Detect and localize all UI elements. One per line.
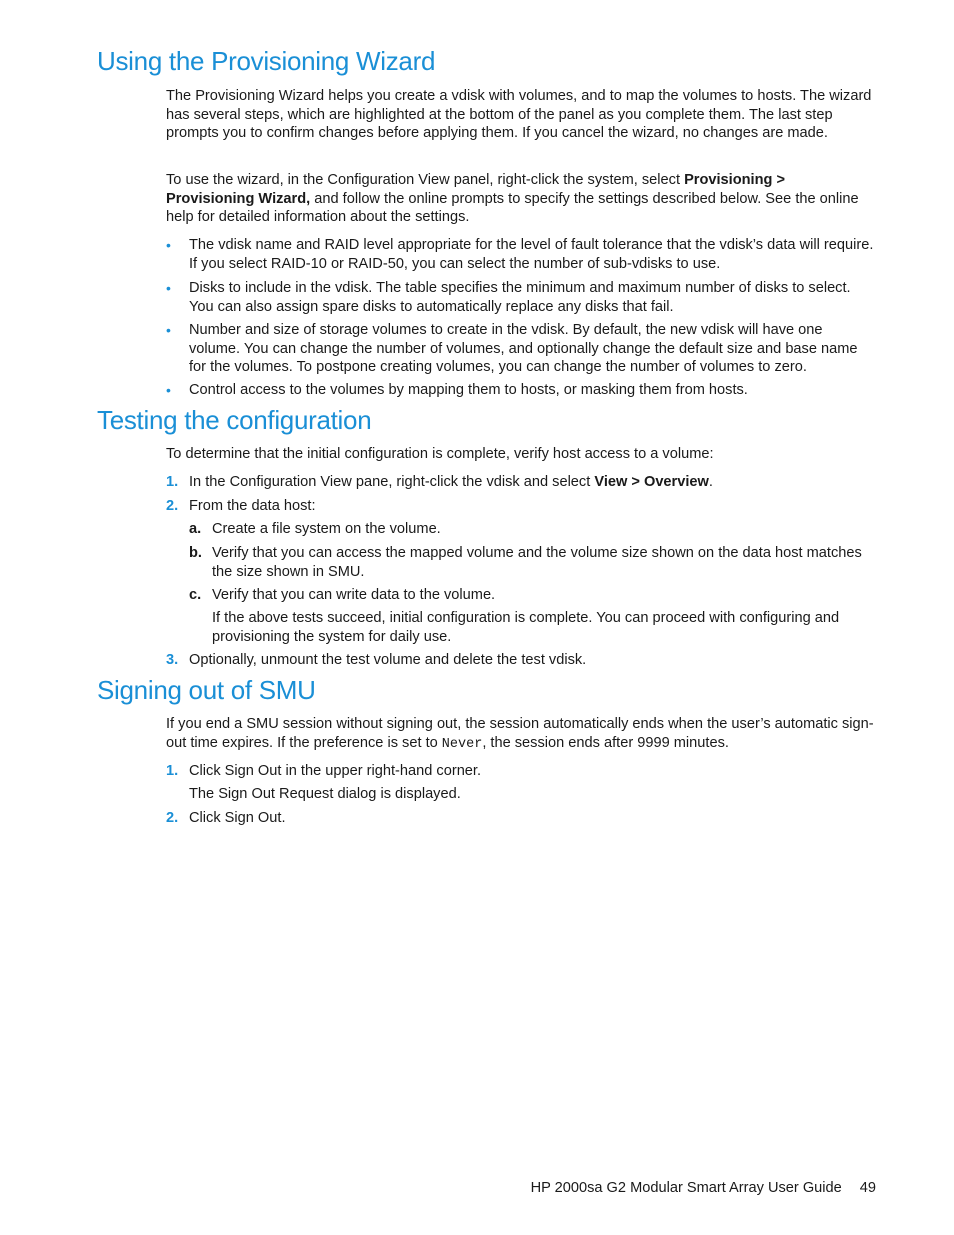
wizard-intro-paragraph: The Provisioning Wizard helps you create a vdisk with volumes, and to map the volumes to hosts. The wizard has several steps, which are highlighted at the bottom of the panel as you complete them. The last step prompts you to confirm changes before applying them. If you cancel the wizard, no changes are made. (166, 88, 872, 142)
heading-testing-configuration: Testing the configuration (97, 405, 372, 435)
step-item (166, 809, 876, 828)
bullet-text: Control access to the volumes by mapping them to hosts, or masking them from hosts. (189, 382, 748, 398)
step-note (166, 785, 876, 804)
step-number: 3. (166, 652, 179, 668)
step-number: 2. (166, 498, 179, 514)
step-item (166, 762, 876, 781)
step-text: Click Sign Out. (189, 810, 286, 826)
substep-text: Verify that you can access the mapped volume and the volume size shown on the data host matches the size shown in SMU. (212, 545, 862, 580)
usage-text-after: and follow the online prompts to specify the settings described below. See the online help for detailed information about the settings. (166, 190, 859, 226)
substep-letter: c. (189, 587, 202, 603)
wizard-usage-paragraph (166, 171, 874, 227)
substep-text: Verify that you can write data to the volume. (212, 587, 496, 603)
substep-letter: b. (189, 545, 202, 561)
footer-title: HP 2000sa G2 Modular Smart Array User Guide (530, 1180, 842, 1196)
page-footer (0, 1180, 876, 1196)
bullet-icon: • (166, 382, 171, 398)
step-text: In the Configuration View pane, right-click the vdisk and select View > Overview. (189, 474, 713, 490)
list-item (166, 236, 876, 273)
substep-text: Create a file system on the volume. (212, 521, 441, 537)
heading-signing-out: Signing out of SMU (97, 675, 316, 705)
step-note-text: The Sign Out Request dialog is displayed. (189, 786, 461, 802)
substep-note-text: If the above tests succeed, initial configuration is complete. You can proceed with configuring and provisioning the system for daily use. (212, 610, 840, 645)
bullet-text: Number and size of storage volumes to create in the vdisk. By default, the new vdisk will have one volume. You can change the number of volumes, and optionally change the default size and base name for the volumes. To postpone creating volumes, you can change the number of volumes to zero. (189, 322, 858, 376)
bullet-icon: • (166, 280, 171, 296)
step-number: 1. (166, 763, 179, 779)
step-text: Optionally, unmount the test volume and delete the test vdisk. (189, 652, 587, 668)
bullet-icon: • (166, 237, 171, 253)
page-number: 49 (859, 1180, 876, 1196)
substep-item (189, 544, 875, 581)
bullet-icon: • (166, 322, 171, 338)
list-item (166, 321, 876, 377)
heading-provisioning-wizard: Using the Provisioning Wizard (97, 46, 436, 76)
step-number: 2. (166, 810, 179, 826)
substep-letter: a. (189, 521, 202, 537)
step-number: 1. (166, 474, 179, 490)
list-item (166, 279, 876, 316)
usage-text-before: To use the wizard, in the Configuration View panel, right-click the system, select (166, 172, 685, 188)
substep-item (189, 586, 875, 605)
step-item (166, 651, 876, 670)
signout-intro-paragraph: If you end a SMU session without signing out, the session automatically ends when the user’s automatic sign-out time expires. If the preference is set to Never, the session ends after 9999 minutes. (166, 716, 874, 752)
bullet-text: The vdisk name and RAID level appropriate for the level of fault tolerance that the vdisk’s data will require. If you select RAID-10 or RAID-50, you can select the number of sub-vdisks to use. (189, 237, 874, 272)
usage-menu-path: Provisioning > Provisioning Wizard, (166, 172, 786, 207)
step-item (166, 497, 876, 516)
bullet-text: Disks to include in the vdisk. The table specifies the minimum and maximum number of disks to select. You can also assign spare disks to automatically replace any disks that fail. (189, 280, 851, 315)
code-never: Never (441, 736, 483, 752)
list-item (166, 381, 876, 400)
step-item (166, 473, 876, 492)
menu-path: View > Overview (594, 474, 709, 490)
step-text: From the data host: (189, 498, 316, 514)
substep-note (189, 609, 875, 646)
step-text: Click Sign Out in the upper right-hand corner. (189, 763, 482, 779)
testing-intro-paragraph: To determine that the initial configuration is complete, verify host access to a volume: (166, 446, 714, 462)
substep-item (189, 520, 875, 539)
